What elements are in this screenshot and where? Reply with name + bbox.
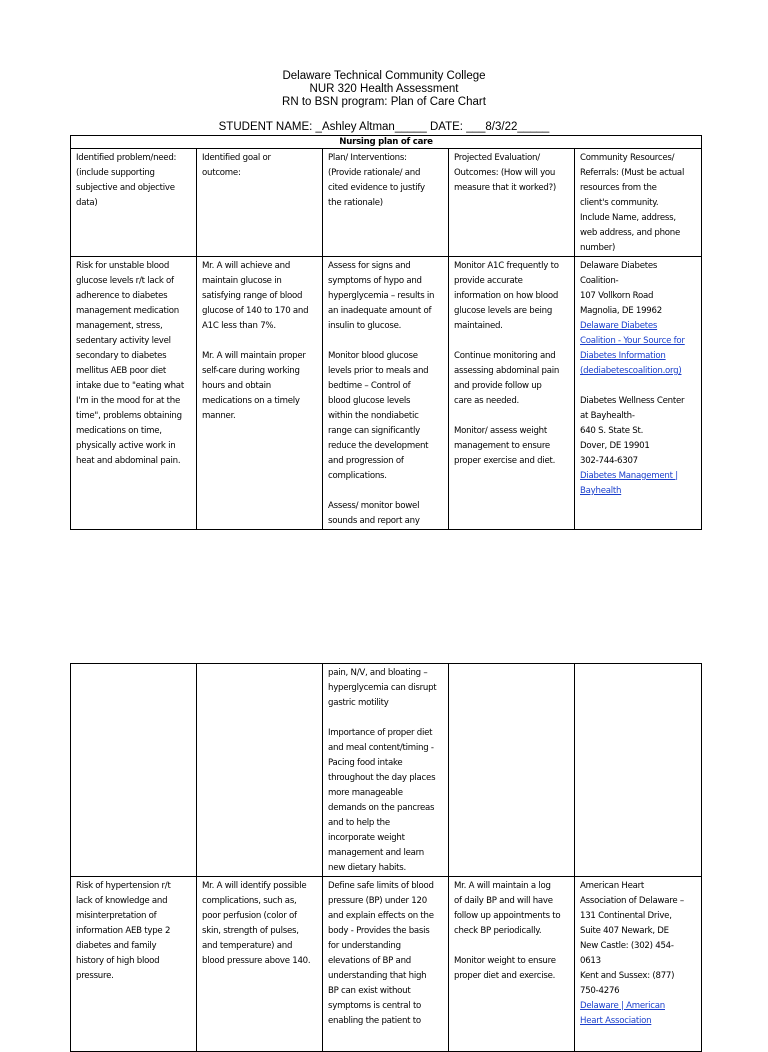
hypertension-evaluation-cell: Mr. A will maintain a log of daily BP and will have follow up appointments to check BP periodically. Monitor weight to ensure proper diet and exercise. bbox=[449, 877, 575, 1052]
plan-cell-continued: pain, N/V, and bloating – hyperglycemia can disrupt gastric motility Importance of proper diet and meal content/timing - Pacing food intake throughout the day places more manageable demands on the pancreas and to help the incorporate weight management and learn new dietary habits. bbox=[323, 664, 449, 877]
resources-cell-empty bbox=[575, 664, 702, 877]
plan-of-care-table bbox=[70, 135, 702, 530]
college-name: Delaware Technical Community College bbox=[282, 70, 486, 82]
hypertension-problem-cell: Risk of hypertension r/t lack of knowledge and misinterpretation of information AEB type 2 diabetes and family history of high blood pressure. bbox=[71, 877, 197, 1052]
goal-cell: Mr. A will achieve and maintain glucose in satisfying range of blood glucose of 140 to 170 and A1C less than 7%. Mr. A will maintain proper self-care during working hours and obtain medications on a timely manner. bbox=[197, 257, 323, 530]
resources-cell: Delaware Diabetes Coalition- 107 Vollkorn Road Magnolia, DE 19962 Delaware Diabetes Coalition - Your Source for Diabetes Information (dediabetescoalition.org) Diabetes Wellness Center at Bayhealth- 640 S. State St. Dover, DE 19901 302-744-6307 Diabetes Management | Bayhealth bbox=[575, 257, 702, 530]
goal-cell-empty bbox=[197, 664, 323, 877]
plan-of-care-table-continued bbox=[70, 663, 702, 1052]
evaluation-cell: Monitor A1C frequently to provide accurate information on how blood glucose levels are being maintained. Continue monitoring and assessing abdominal pain and provide follow up care as needed. Monitor/ assess weight management to ensure proper exercise and diet. bbox=[449, 257, 575, 530]
problem-cell: Risk for unstable blood glucose levels r/t lack of adherence to diabetes management medication management, stress, sedentary activity level secondary to diabetes mellitus AEB poor diet intake due to "eating what I'm in the mood for at the time", problems obtaining medications on time, physically active work in heat and abdominal pain. bbox=[71, 257, 197, 530]
header-problem: Identified problem/need: (include supporting subjective and objective data) bbox=[71, 149, 197, 257]
table-title: Nursing plan of care bbox=[71, 136, 702, 149]
course-title: NUR 320 Health Assessment bbox=[309, 83, 459, 95]
header-evaluation: Projected Evaluation/ Outcomes: (How will you measure that it worked?) bbox=[449, 149, 575, 257]
header-plan: Plan/ Interventions: (Provide rationale/ and cited evidence to justify the rationale) bbox=[323, 149, 449, 257]
student-name-date-line: STUDENT NAME: _Ashley Altman_____ DATE: ___8/3/22_____ bbox=[218, 121, 550, 133]
header-goal: Identified goal or outcome: bbox=[197, 149, 323, 257]
header-resources: Community Resources/ Referrals: (Must be actual resources from the client's community. Include Name, address, web address, and phone number) bbox=[575, 149, 702, 257]
document-title: RN to BSN program: Plan of Care Chart bbox=[282, 96, 486, 108]
american-heart-association-link[interactable]: Delaware | American Heart Association bbox=[580, 1001, 665, 1026]
problem-cell-empty bbox=[71, 664, 197, 877]
hypertension-goal-cell: Mr. A will identify possible complications, such as, poor perfusion (color of skin, strength of pulses, and temperature) and blood pressure above 140. bbox=[197, 877, 323, 1052]
hypertension-resources-cell: American Heart Association of Delaware – 131 Continental Drive, Suite 407 Newark, DE New Castle: (302) 454- 0613 Kent and Sussex: (877) 750-4276 Delaware | American Heart Association bbox=[575, 877, 702, 1052]
dediabetes-coalition-link[interactable]: Delaware Diabetes Coalition - Your Source for Diabetes Information (dediabetescoalition.org) bbox=[580, 321, 685, 376]
evaluation-cell-empty bbox=[449, 664, 575, 877]
hypertension-plan-cell: Define safe limits of blood pressure (BP) under 120 and explain effects on the body - Provides the basis for understanding elevations of BP and understanding that high BP can exist without symptoms is central to enabling the patient to bbox=[323, 877, 449, 1052]
bayhealth-diabetes-link[interactable]: Diabetes Management | Bayhealth bbox=[580, 471, 678, 496]
plan-cell: Assess for signs and symptoms of hypo and hyperglycemia – results in an inadequate amount of insulin to glucose. Monitor blood glucose levels prior to meals and bedtime – Control of blood glucose levels within the nondiabetic range can significantly reduce the development and progression of complications. Assess/ monitor bowel sounds and report any bbox=[323, 257, 449, 530]
